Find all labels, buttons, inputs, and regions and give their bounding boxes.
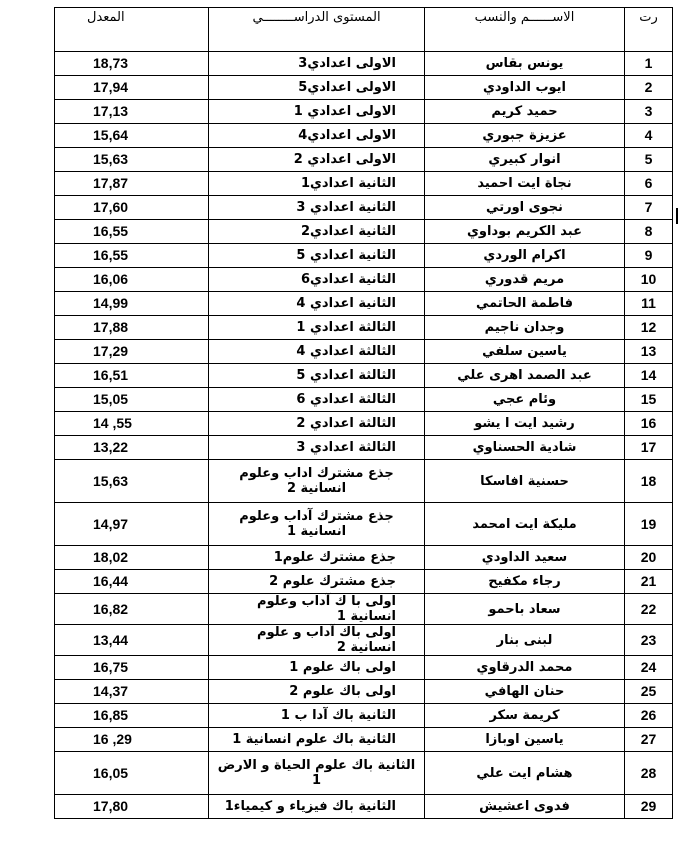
level-cell: اولى باك علوم 2	[209, 680, 425, 704]
number-cell: 2	[625, 76, 673, 100]
number-cell: 23	[625, 625, 673, 656]
level-cell: الثانية اعدادي 3	[209, 196, 425, 220]
average-cell: 17,29	[55, 340, 209, 364]
name-cell: هشام ايت علي	[425, 752, 625, 795]
name-cell: عبد الصمد اهرى علي	[425, 364, 625, 388]
average-cell: 18,02	[55, 546, 209, 570]
number-cell: 26	[625, 704, 673, 728]
level-cell: الثانية اعدادي6	[209, 268, 425, 292]
level-cell: الثانية اعدادي2	[209, 220, 425, 244]
name-cell: حسنية افاسكا	[425, 460, 625, 503]
table-row	[55, 752, 673, 795]
table-row	[55, 680, 673, 704]
name-cell: عبد الكريم بوداوي	[425, 220, 625, 244]
results-table	[54, 7, 673, 819]
average-cell: 16,05	[55, 752, 209, 795]
level-cell: الثالثة اعدادي 5	[209, 364, 425, 388]
table-row	[55, 196, 673, 220]
number-cell: 28	[625, 752, 673, 795]
number-cell: 22	[625, 594, 673, 625]
average-cell: 15,64	[55, 124, 209, 148]
level-cell: الاولى اعدادي 2	[209, 148, 425, 172]
number-cell: 10	[625, 268, 673, 292]
level-cell: الثالثة اعدادي 4	[209, 340, 425, 364]
average-cell: 16,44	[55, 570, 209, 594]
number-cell: 15	[625, 388, 673, 412]
level-cell: الثانية اعدادي1	[209, 172, 425, 196]
table-row	[55, 412, 673, 436]
name-cell: وئام عجي	[425, 388, 625, 412]
table-row	[55, 340, 673, 364]
table-row	[55, 436, 673, 460]
results-table-body	[55, 8, 673, 819]
average-cell: 16 ,29	[55, 728, 209, 752]
name-cell: حميد كريم	[425, 100, 625, 124]
name-cell: مريم قدوري	[425, 268, 625, 292]
average-cell: 16,75	[55, 656, 209, 680]
average-cell: 17,80	[55, 795, 209, 819]
number-cell: 1	[625, 52, 673, 76]
table-row	[55, 388, 673, 412]
name-cell: سعيد الداودي	[425, 546, 625, 570]
table-row	[55, 656, 673, 680]
header-average: المعدل	[55, 8, 209, 52]
number-cell: 5	[625, 148, 673, 172]
table-row	[55, 52, 673, 76]
header-level: المستوى الدراســــــــي	[209, 8, 425, 52]
average-cell: 14 ,55	[55, 412, 209, 436]
name-cell: ياسين اوبازا	[425, 728, 625, 752]
name-cell: انوار كبيري	[425, 148, 625, 172]
number-cell: 4	[625, 124, 673, 148]
table-row	[55, 460, 673, 503]
name-cell: ياسين سلفي	[425, 340, 625, 364]
number-cell: 6	[625, 172, 673, 196]
name-cell: اكرام الوردي	[425, 244, 625, 268]
average-cell: 14,99	[55, 292, 209, 316]
name-cell: عزيزة جبوري	[425, 124, 625, 148]
table-row	[55, 124, 673, 148]
number-cell: 9	[625, 244, 673, 268]
table-row	[55, 594, 673, 625]
average-cell: 17,60	[55, 196, 209, 220]
average-cell: 18,73	[55, 52, 209, 76]
number-cell: 7	[625, 196, 673, 220]
average-cell: 14,97	[55, 503, 209, 546]
level-cell: الثانية باك آدا ب 1	[209, 704, 425, 728]
average-cell: 17,88	[55, 316, 209, 340]
level-cell: جذع مشترك آداب وعلوم انسانية 1	[209, 503, 425, 546]
number-cell: 16	[625, 412, 673, 436]
number-cell: 20	[625, 546, 673, 570]
table-row	[55, 148, 673, 172]
level-cell: الاولى اعدادي3	[209, 52, 425, 76]
table-row	[55, 625, 673, 656]
level-cell: اولى باك علوم 1	[209, 656, 425, 680]
level-cell: الاولى اعدادي5	[209, 76, 425, 100]
name-cell: شادية الحسناوي	[425, 436, 625, 460]
name-cell: حنان الهافي	[425, 680, 625, 704]
header-number: رت	[625, 8, 673, 52]
table-row	[55, 268, 673, 292]
table-row	[55, 570, 673, 594]
average-cell: 13,44	[55, 625, 209, 656]
table-row	[55, 316, 673, 340]
name-cell: مليكة ايت امحمد	[425, 503, 625, 546]
name-cell: رشيد ايت ا يشو	[425, 412, 625, 436]
level-cell: الثانية باك علوم انسانية 1	[209, 728, 425, 752]
average-cell: 15,63	[55, 148, 209, 172]
average-cell: 16,06	[55, 268, 209, 292]
table-row	[55, 795, 673, 819]
average-cell: 15,05	[55, 388, 209, 412]
table-row	[55, 220, 673, 244]
number-cell: 18	[625, 460, 673, 503]
number-cell: 27	[625, 728, 673, 752]
level-cell: الثالثة اعدادي 3	[209, 436, 425, 460]
number-cell: 25	[625, 680, 673, 704]
name-cell: رجاء مكفيح	[425, 570, 625, 594]
level-cell: جذع مشترك اداب وعلوم انسانية 2	[209, 460, 425, 503]
level-cell: جذع مشترك علوم1	[209, 546, 425, 570]
level-cell: الاولى اعدادي 1	[209, 100, 425, 124]
number-cell: 19	[625, 503, 673, 546]
average-cell: 16,55	[55, 220, 209, 244]
number-cell: 14	[625, 364, 673, 388]
name-cell: ايوب الداودي	[425, 76, 625, 100]
level-cell: الاولى اعدادي4	[209, 124, 425, 148]
number-cell: 8	[625, 220, 673, 244]
name-cell: نجاة ايت احميد	[425, 172, 625, 196]
average-cell: 16,82	[55, 594, 209, 625]
average-cell: 16,51	[55, 364, 209, 388]
number-cell: 17	[625, 436, 673, 460]
name-cell: فدوى اعشيش	[425, 795, 625, 819]
name-cell: يونس بقاس	[425, 52, 625, 76]
table-row	[55, 364, 673, 388]
table-row	[55, 76, 673, 100]
average-cell: 17,94	[55, 76, 209, 100]
name-cell: نجوى اورتي	[425, 196, 625, 220]
name-cell: كريمة سكر	[425, 704, 625, 728]
level-cell: اولى با ك آداب وعلوم انسانية 1	[209, 594, 425, 625]
table-row	[55, 292, 673, 316]
number-cell: 11	[625, 292, 673, 316]
level-cell: اولى باك آداب و علوم انسانية 2	[209, 625, 425, 656]
level-cell: الثانية اعدادي 4	[209, 292, 425, 316]
number-cell: 21	[625, 570, 673, 594]
table-row	[55, 503, 673, 546]
table-row	[55, 704, 673, 728]
average-cell: 16,85	[55, 704, 209, 728]
number-cell: 29	[625, 795, 673, 819]
level-cell: جذع مشترك علوم 2	[209, 570, 425, 594]
average-cell: 17,87	[55, 172, 209, 196]
level-cell: الثالثة اعدادي 2	[209, 412, 425, 436]
table-row	[55, 728, 673, 752]
number-cell: 24	[625, 656, 673, 680]
name-cell: محمد الدرقاوي	[425, 656, 625, 680]
header-name: الاســــــم والنسب	[425, 8, 625, 52]
table-row	[55, 172, 673, 196]
level-cell: الثالثة اعدادي 1	[209, 316, 425, 340]
level-cell: الثانية باك فيزياء و كيمياء1	[209, 795, 425, 819]
name-cell: فاطمة الحاتمي	[425, 292, 625, 316]
name-cell: سعاد باحمو	[425, 594, 625, 625]
table-row	[55, 546, 673, 570]
table-row	[55, 244, 673, 268]
average-cell: 17,13	[55, 100, 209, 124]
level-cell: الثانية اعدادي 5	[209, 244, 425, 268]
table-row	[55, 100, 673, 124]
text-cursor	[676, 208, 678, 224]
average-cell: 13,22	[55, 436, 209, 460]
level-cell: الثالثة اعدادي 6	[209, 388, 425, 412]
average-cell: 16,55	[55, 244, 209, 268]
name-cell: لبنى بنار	[425, 625, 625, 656]
average-cell: 14,37	[55, 680, 209, 704]
number-cell: 12	[625, 316, 673, 340]
header-row	[55, 8, 673, 52]
average-cell: 15,63	[55, 460, 209, 503]
name-cell: وجدان ناجيم	[425, 316, 625, 340]
results-table-container	[54, 7, 672, 819]
number-cell: 13	[625, 340, 673, 364]
number-cell: 3	[625, 100, 673, 124]
level-cell: الثانية باك علوم الحياة و الارض 1	[209, 752, 425, 795]
